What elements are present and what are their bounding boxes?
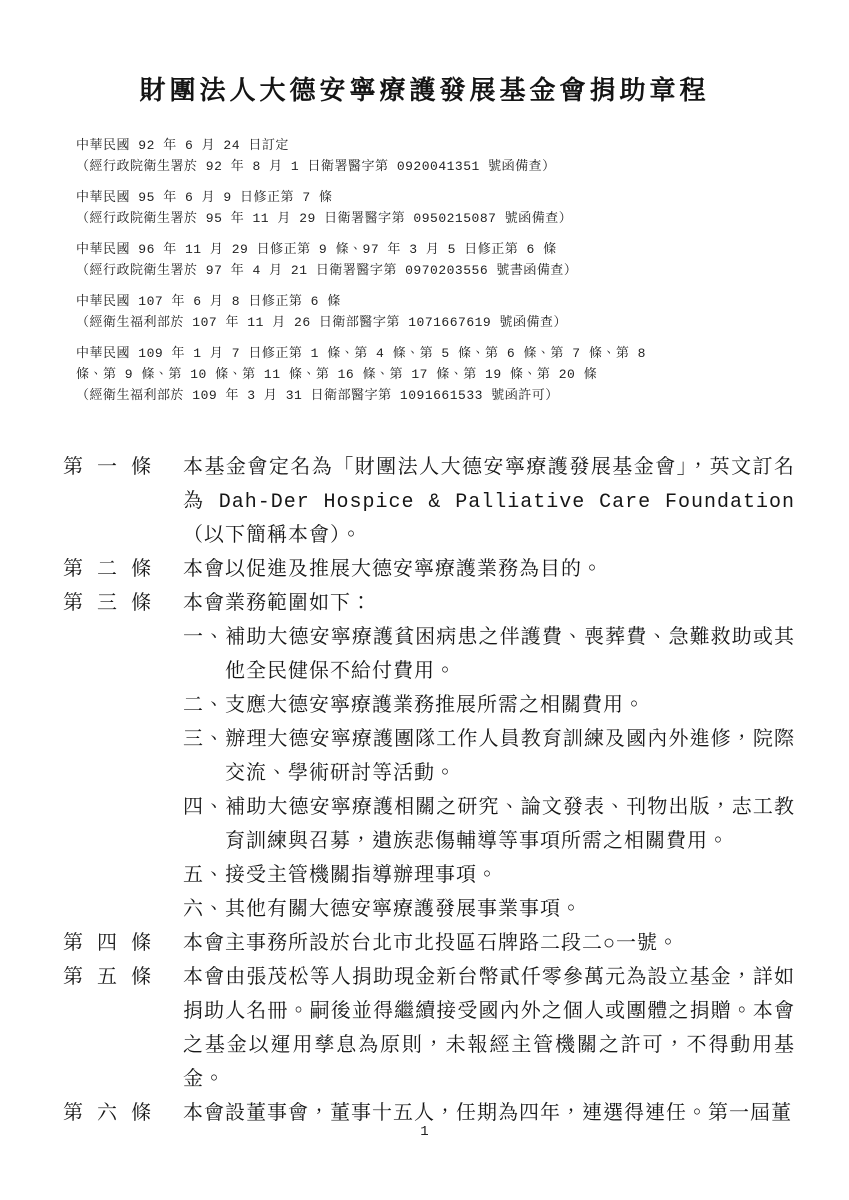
list-item: 一、補助大德安寧療護貧困病患之伴護費、喪葬費、急難救助或其他全民健保不給付費用。 <box>183 627 795 684</box>
article-number: 第 三 條 <box>63 593 153 616</box>
article-number: 第 一 條 <box>63 457 153 480</box>
article-2 <box>63 554 795 588</box>
article-body <box>183 588 795 928</box>
list-item: 三、辦理大德安寧療護團隊工作人員教育訓練及國內外進修，院際交流、學術研討等活動。 <box>183 729 795 786</box>
list-item: 二、支應大德安寧療護業務推展所需之相關費用。 <box>183 695 645 718</box>
article-body <box>183 962 795 1098</box>
amendment-approval-note: （經衛生福利部於 107 年 11 月 26 日衛部醫字第 1071667619 號函備查） <box>76 315 568 330</box>
amendment-approval-note: （經行政院衛生署於 95 年 11 月 29 日衛署醫字第 0950215087 號函備查） <box>76 211 573 226</box>
article-5 <box>63 962 795 1098</box>
article-text: 本基金會定名為「財團法人大德安寧療護發展基金會」，英文訂名為 Dah-Der Hospice & Palliative Care Foundation（以下簡稱本會）。 <box>183 457 795 548</box>
article-text: 本會由張茂松等人捐助現金新台幣貳仟零參萬元為設立基金，詳如捐助人名冊。嗣後並得繼續接受國內外之個人或團體之捐贈。本會之基金以運用孳息為原則，未報經主管機關之許可，不得動用基金。 <box>183 967 795 1092</box>
list-item: 六、其他有關大德安寧療護發展事業事項。 <box>183 899 582 922</box>
article-text: 本會設董事會，董事十五人，任期為四年，連選得連任。第一屆董 <box>183 1103 792 1126</box>
article-number: 第 六 條 <box>63 1103 153 1126</box>
amendment-date-line: 中華民國 96 年 11 月 29 日修正第 9 條、97 年 3 月 5 日修正第 6 條 <box>76 242 557 257</box>
amendment-approval-note: （經行政院衛生署於 97 年 4 月 21 日衛署醫字第 0970203556 號書函備查） <box>76 263 578 278</box>
amendment-date-line: 中華民國 107 年 6 月 8 日修正第 6 條 <box>76 294 341 309</box>
amendment-entry <box>76 239 656 281</box>
article-body <box>183 452 795 554</box>
amendment-entry <box>76 343 656 406</box>
article-1 <box>63 452 795 554</box>
article-text: 本會以促進及推展大德安寧療護業務為目的。 <box>183 559 603 582</box>
article-text: 本會業務範圍如下： <box>183 593 372 616</box>
article-number: 第 四 條 <box>63 933 153 956</box>
amendment-entry <box>76 187 656 229</box>
article-body <box>183 928 795 962</box>
amendment-entry <box>76 291 656 333</box>
amendment-date-line: 中華民國 109 年 1 月 7 日修正第 1 條、第 4 條、第 5 條、第 6 條、第 7 條、第 8 條、第 9 條、第 10 條、第 11 條、第 16 條、第 17 條、第 19 條、第 20 條 <box>76 346 646 382</box>
amendment-history <box>76 135 656 406</box>
article-3 <box>63 588 795 928</box>
amendment-entry <box>76 135 656 177</box>
article-number: 第 五 條 <box>63 967 153 990</box>
article-body <box>183 554 795 588</box>
amendment-approval-note: （經行政院衛生署於 92 年 8 月 1 日衛署醫字第 0920041351 號函備查） <box>76 159 556 174</box>
amendment-approval-note: （經衛生福利部於 109 年 3 月 31 日衛部醫字第 1091661533 號函許可） <box>76 388 559 403</box>
amendment-date-line: 中華民國 92 年 6 月 24 日訂定 <box>76 138 289 153</box>
article-4 <box>63 928 795 962</box>
page-number: 1 <box>420 1124 429 1140</box>
articles-section <box>63 452 795 1132</box>
page-title: 財團法人大德安寧療護發展基金會捐助章程 <box>139 77 710 107</box>
list-item: 四、補助大德安寧療護相關之研究、論文發表、刊物出版，志工教育訓練與召募，遺族悲傷輔導等事項所需之相關費用。 <box>183 797 795 854</box>
article-number: 第 二 條 <box>63 559 153 582</box>
article-item-list <box>183 622 795 928</box>
list-item: 五、接受主管機關指導辦理事項。 <box>183 865 498 888</box>
article-text: 本會主事務所設於台北市北投區石牌路二段二○一號。 <box>183 933 680 956</box>
amendment-date-line: 中華民國 95 年 6 月 9 日修正第 7 條 <box>76 190 333 205</box>
